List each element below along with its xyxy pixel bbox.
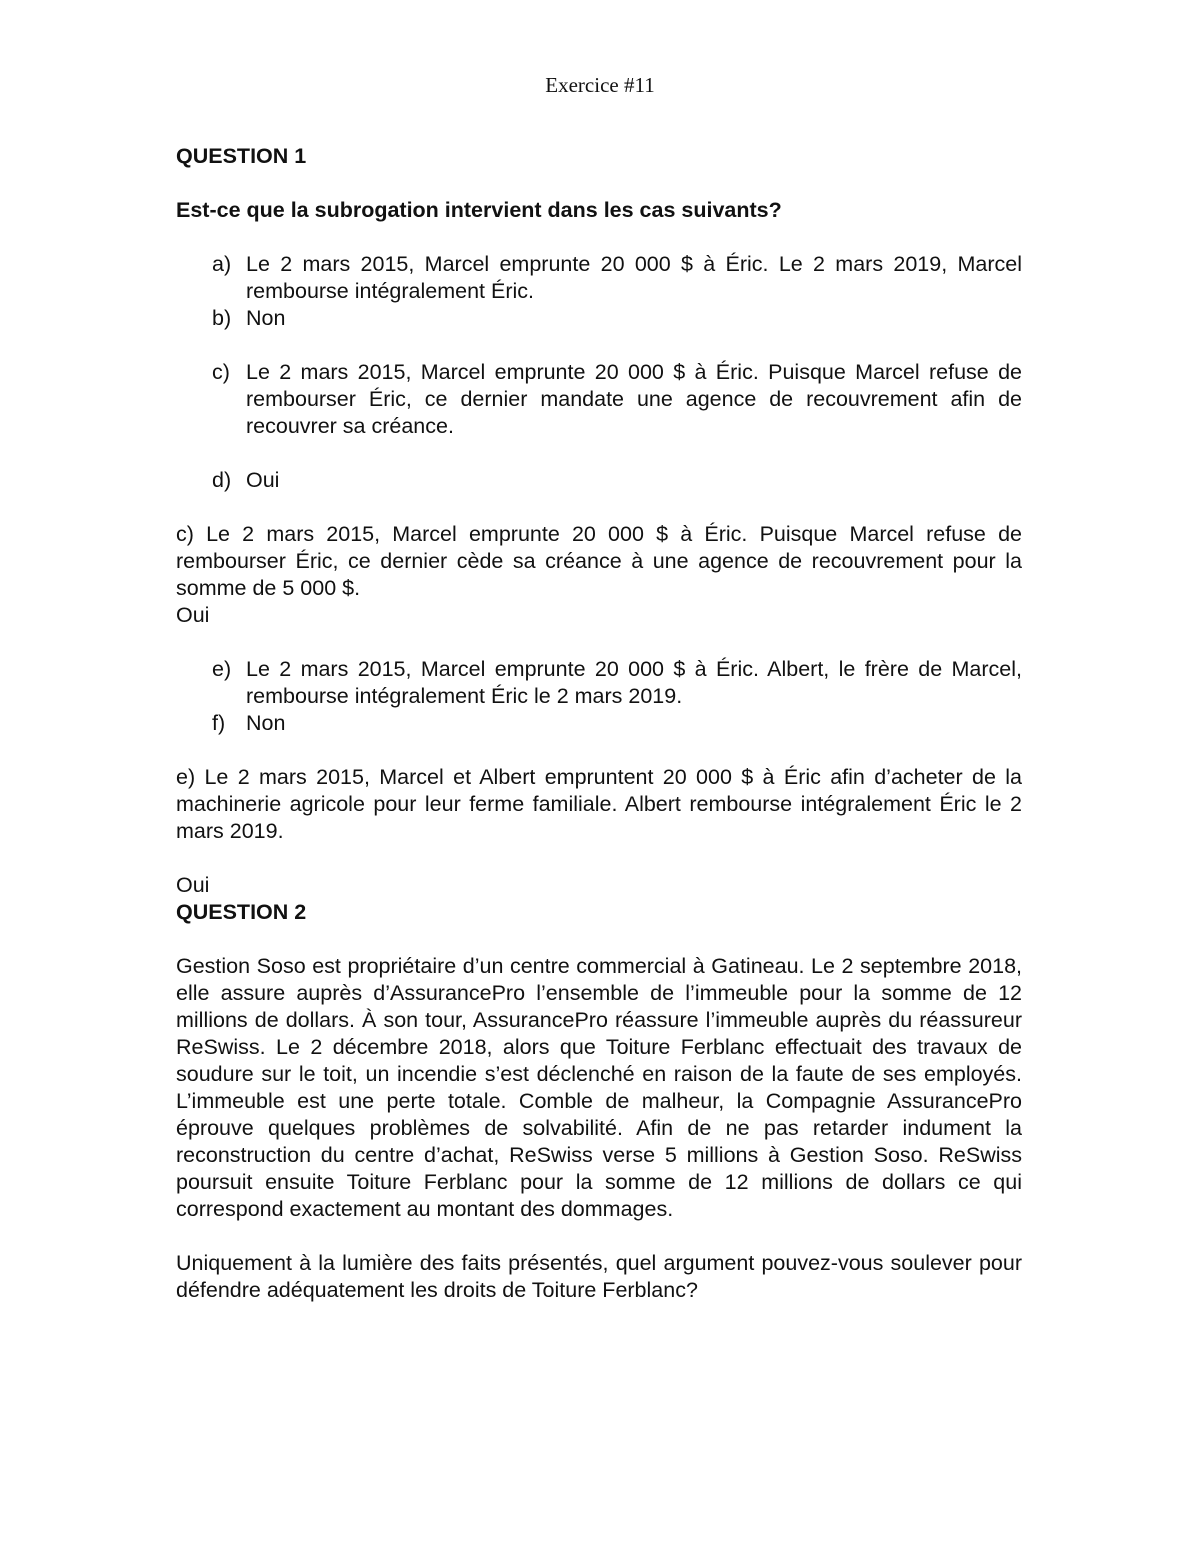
list-item-text: Le 2 mars 2015, Marcel emprunte 20 000 $ à Éric. Puisque Marcel refuse de rembourser Éric, ce dernier mandate une agence de recouvrement afin de recouvrer sa créance. xyxy=(246,360,1022,438)
list-item-e xyxy=(212,656,1022,710)
list-item-c xyxy=(212,359,1022,440)
question-2-heading: QUESTION 2 xyxy=(176,900,307,924)
list-item-d xyxy=(212,467,1022,494)
answer-case-e: Oui xyxy=(176,873,210,897)
answer-case-c: Oui xyxy=(176,603,210,627)
paragraph-case-c: c) Le 2 mars 2015, Marcel emprunte 20 000 $ à Éric. Puisque Marcel refuse de rembourser Éric, ce dernier cède sa créance à une agence de recouvrement pour la somme de 5 000 $. xyxy=(176,522,1022,600)
list-item-a xyxy=(212,251,1022,305)
question-1-heading: QUESTION 1 xyxy=(176,144,307,168)
question-1-prompt: Est-ce que la subrogation intervient dans les cas suivants? xyxy=(176,198,782,222)
paragraph-case-e: e) Le 2 mars 2015, Marcel et Albert empruntent 20 000 $ à Éric afin d’acheter de la machinerie agricole pour leur ferme familiale. Albert rembourse intégralement Éric le 2 mars 2019. xyxy=(176,765,1022,843)
question-2-body: Gestion Soso est propriétaire d’un centre commercial à Gatineau. Le 2 septembre 2018, elle assure auprès d’AssurancePro l’ensemble de l’immeuble pour la somme de 12 millions de dollars. À son tour, AssurancePro réassure l’immeuble auprès du réassureur ReSwiss. Le 2 décembre 2018, alors que Toiture Ferblanc effectuait des travaux de soudure sur le toit, un incendie s’est déclenché en raison de la faute de ses employés. L’immeuble est une perte totale. Comble de malheur, la Compagnie AssurancePro éprouve quelques problèmes de solvabilité. Afin de ne pas retarder indument la reconstruction du centre d’achat, ReSwiss verse 5 millions à Gestion Soso. ReSwiss poursuit ensuite Toiture Ferblanc pour la somme de 12 millions de dollars ce qui correspond exactement au montant des dommages. xyxy=(176,954,1022,1221)
list-item-text: Non xyxy=(246,711,286,735)
list-item-label: e) xyxy=(212,657,232,681)
list-item-label: c) xyxy=(212,360,230,384)
list-item-label: f) xyxy=(212,711,226,735)
list-item-text: Le 2 mars 2015, Marcel emprunte 20 000 $ à Éric. Le 2 mars 2019, Marcel rembourse intégralement Éric. xyxy=(246,252,1022,303)
document-title: Exercice #11 xyxy=(545,73,655,97)
list-item-label: a) xyxy=(212,252,232,276)
list-item-label: d) xyxy=(212,468,232,492)
question-2-question: Uniquement à la lumière des faits présentés, quel argument pouvez-vous soulever pour défendre adéquatement les droits de Toiture Ferblanc? xyxy=(176,1251,1022,1302)
list-item-text: Oui xyxy=(246,468,280,492)
document-body xyxy=(176,143,1022,1304)
list-item-b xyxy=(212,305,1022,332)
list-item-f xyxy=(212,710,1022,737)
list-item-text: Le 2 mars 2015, Marcel emprunte 20 000 $ à Éric. Albert, le frère de Marcel, rembourse intégralement Éric le 2 mars 2019. xyxy=(246,657,1022,708)
list-item-label: b) xyxy=(212,306,232,330)
list-item-text: Non xyxy=(246,306,286,330)
